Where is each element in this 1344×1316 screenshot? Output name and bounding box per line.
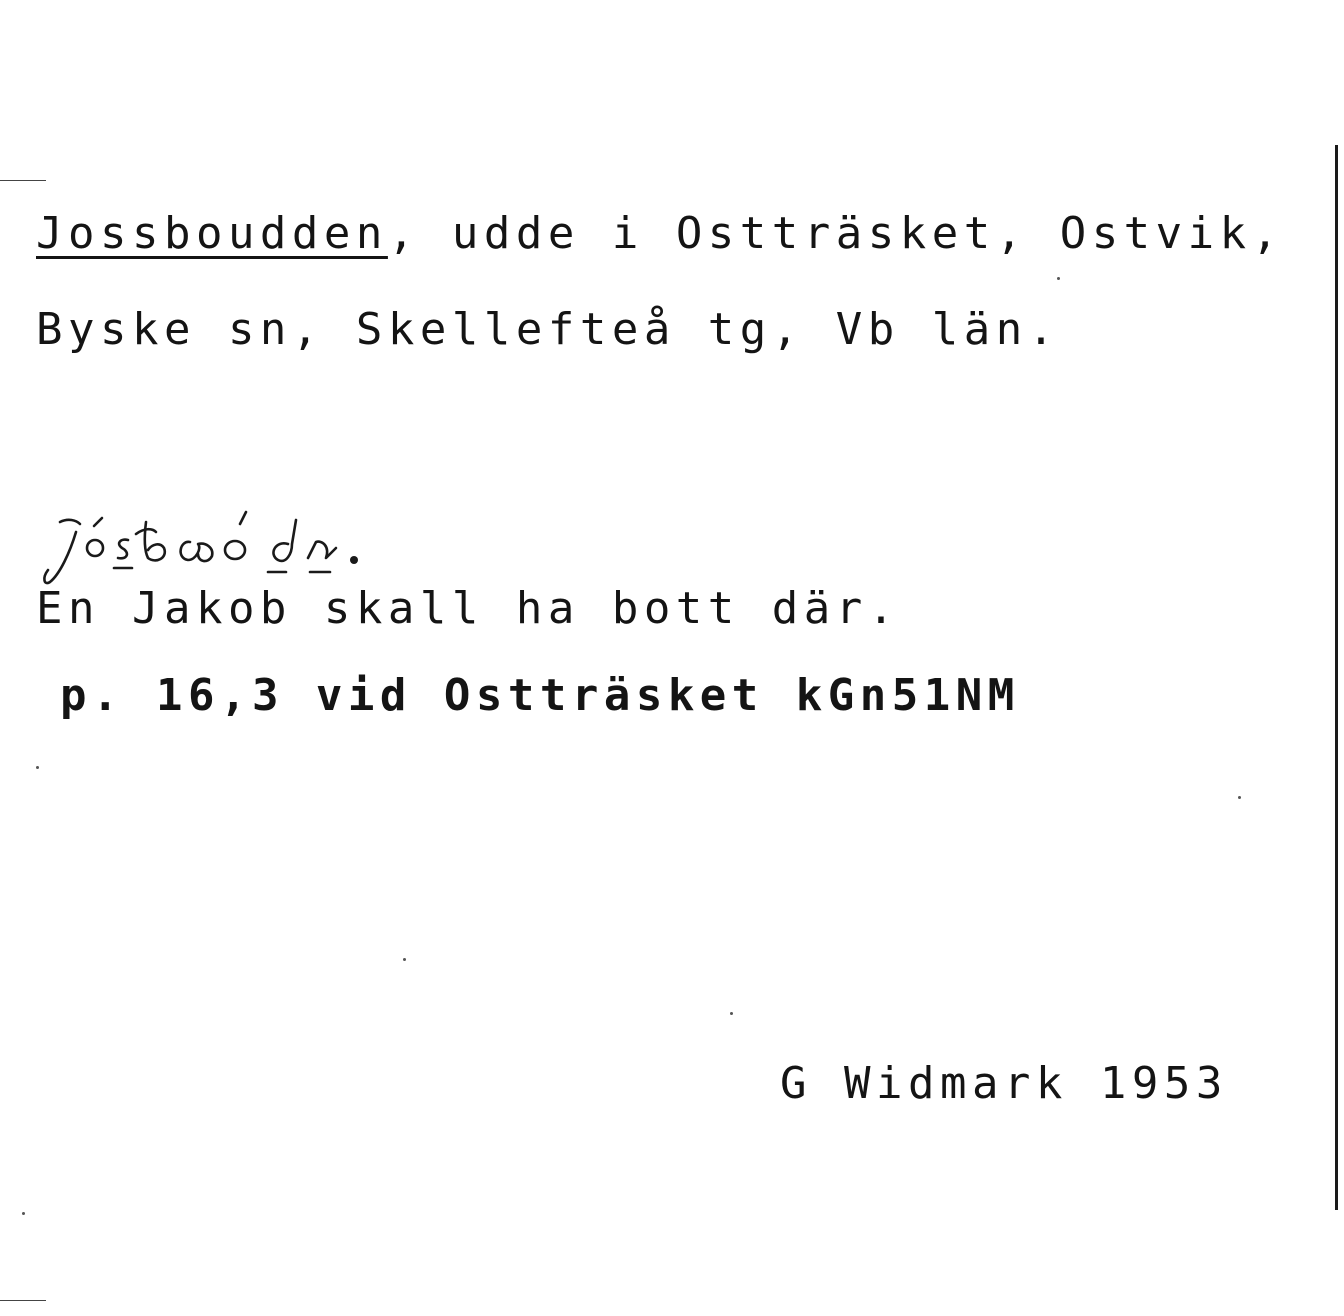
edge-tick — [0, 180, 46, 181]
entry-description: , udde i Ostträsket, Ostvik, — [387, 208, 1284, 259]
signature: G Widmark 1953 — [780, 1058, 1228, 1109]
phonetic-text: jósboódn — [40, 482, 45, 483]
card-edge — [1335, 145, 1338, 1210]
handwritten-phonetic-transcription — [40, 482, 400, 592]
edge-tick — [0, 1300, 46, 1301]
dust-speck — [403, 958, 406, 961]
headword: Jossbouddеn — [36, 208, 388, 259]
dust-speck — [1238, 796, 1241, 799]
entry-line-1 — [36, 208, 1284, 260]
entry-line-2: Byske sn, Skellefteå tg, Vb län. — [36, 304, 1060, 355]
entry-line-3: En Jakob skall ha bott där. — [36, 583, 900, 634]
dust-speck — [1057, 277, 1060, 280]
dust-speck — [36, 766, 39, 769]
reference-line: p. 16,3 vid Ostträsket kGn51NM — [60, 670, 1020, 721]
dust-speck — [22, 1212, 25, 1215]
dust-speck — [730, 1012, 733, 1015]
